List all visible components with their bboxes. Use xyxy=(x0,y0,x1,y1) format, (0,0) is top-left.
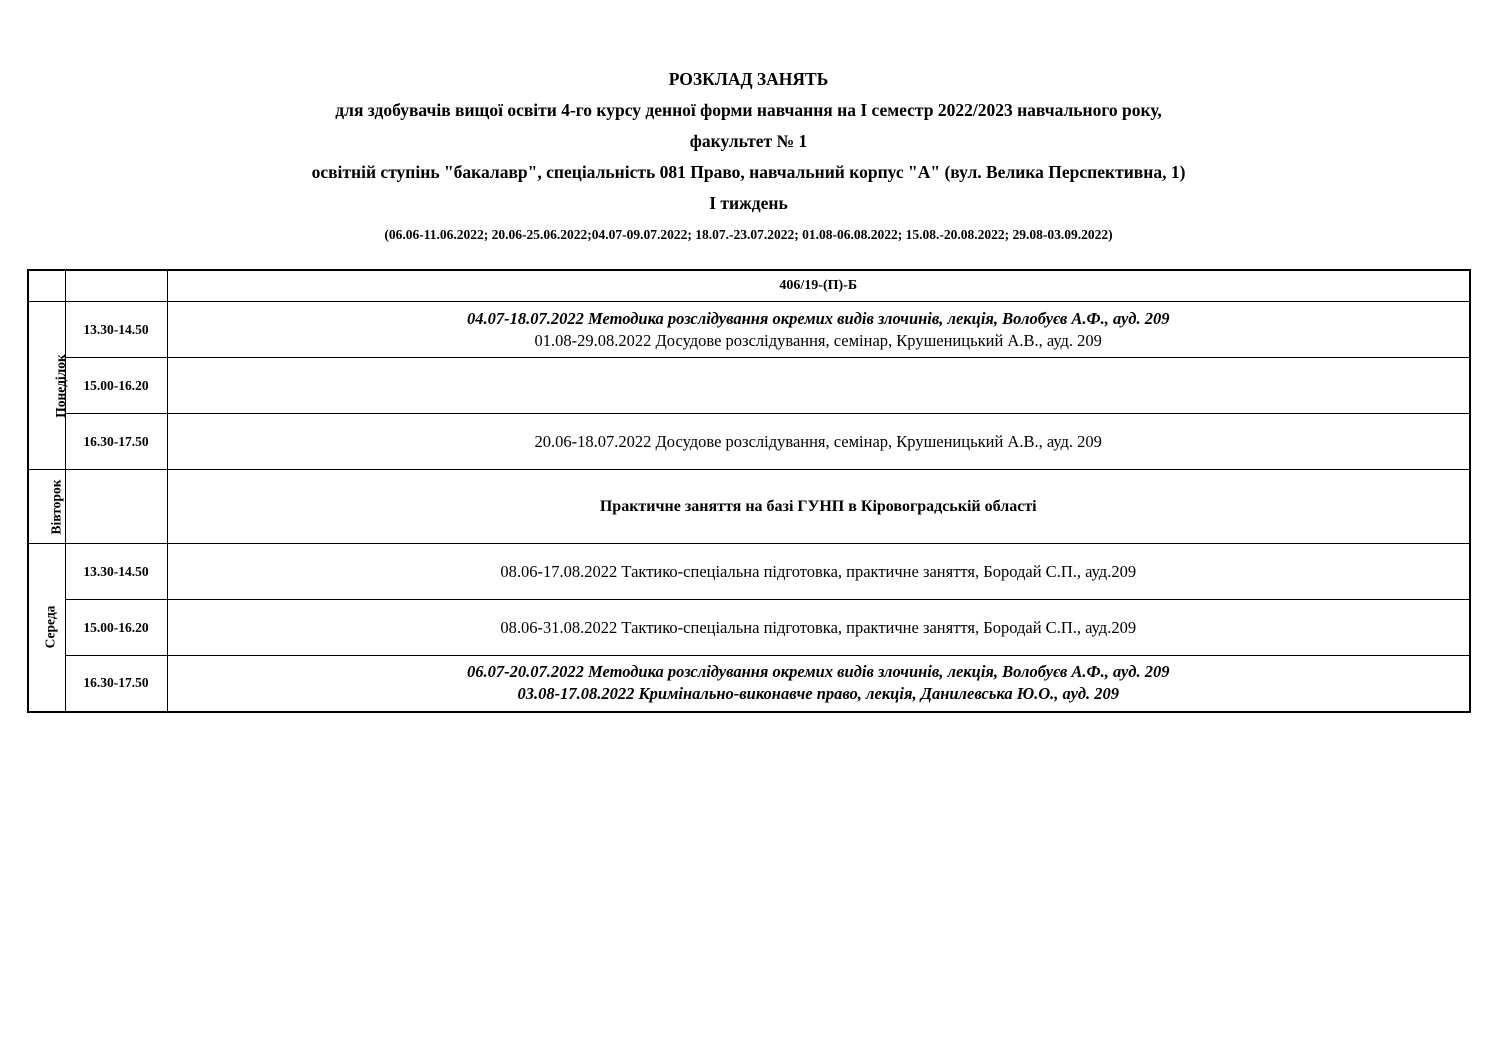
time-slot: 15.00-16.20 xyxy=(65,358,167,414)
week-dates: (06.06-11.06.2022; 20.06-25.06.2022;04.07-09.07.2022; 18.07.-23.07.2022; 01.08-06.08.2022; 15.08.-20.08.2022; 29.08-03.09.2022) xyxy=(384,227,1113,242)
lesson-cell xyxy=(167,656,1470,712)
document-title: РОЗКЛАД ЗАНЯТЬ xyxy=(668,69,829,89)
document-header xyxy=(0,64,1497,245)
table-row xyxy=(28,656,1470,712)
lesson-entry: 04.07-18.07.2022 Методика розслідування окремих видів злочинів, лекція, Волобуєв А.Ф., ауд. 209 xyxy=(467,308,1170,328)
day-tuesday xyxy=(28,470,65,544)
program-line: освітній ступінь "бакалавр", спеціальність 081 Право, навчальний корпус "А" (вул. Велика Перспективна, 1) xyxy=(311,162,1186,182)
table-row xyxy=(28,302,1470,358)
lesson-entry: 03.08-17.08.2022 Кримінально-виконавче право, лекція, Данилевська Ю.О., ауд. 209 xyxy=(517,684,1120,704)
lesson-entry: Практичне заняття на базі ГУНП в Кіровоградській області xyxy=(599,497,1037,515)
lesson-entry: 08.06-17.08.2022 Тактико-спеціальна підготовка, практичне заняття, Бородай С.П., ауд.209 xyxy=(500,561,1137,581)
lesson-cell xyxy=(167,544,1470,600)
day-label: Середа xyxy=(42,605,58,649)
lesson-entry: 20.06-18.07.2022 Досудове розслідування, семінар, Крушеницький А.В., ауд. 209 xyxy=(534,431,1102,451)
day-label: Понеділок xyxy=(52,353,68,418)
lesson-entry: 08.06-31.08.2022 Тактико-спеціальна підготовка, практичне заняття, Бородай С.П., ауд.209 xyxy=(500,617,1137,637)
lesson-entry: 06.07-20.07.2022 Методика розслідування окремих видів злочинів, лекція, Волобуєв А.Ф., ауд. 209 xyxy=(467,662,1170,682)
table-row xyxy=(28,470,1470,544)
lesson-cell xyxy=(167,414,1470,470)
time-slot-empty xyxy=(65,470,167,544)
time-slot: 13.30-14.50 xyxy=(65,302,167,358)
week-line: I тиждень xyxy=(709,193,788,213)
table-row xyxy=(28,600,1470,656)
group-name: 406/19-(П)-Б xyxy=(167,270,1470,302)
table-row xyxy=(28,544,1470,600)
faculty-line: факультет № 1 xyxy=(689,131,808,151)
table-row xyxy=(28,358,1470,414)
group-header-row xyxy=(28,270,1470,302)
empty-header-cell xyxy=(65,270,167,302)
time-slot: 16.30-17.50 xyxy=(65,656,167,712)
schedule-table xyxy=(27,269,1471,713)
lesson-cell xyxy=(167,302,1470,358)
day-label: Вівторок xyxy=(48,479,64,534)
lesson-cell xyxy=(167,470,1470,544)
day-monday xyxy=(28,302,68,470)
time-slot: 15.00-16.20 xyxy=(65,600,167,656)
day-wednesday xyxy=(28,544,65,712)
table-row xyxy=(28,414,1470,470)
lesson-cell xyxy=(167,600,1470,656)
lesson-entry: 01.08-29.08.2022 Досудове розслідування, семінар, Крушеницький А.В., ауд. 209 xyxy=(534,330,1102,350)
empty-header-cell xyxy=(28,270,65,302)
time-slot: 16.30-17.50 xyxy=(65,414,167,470)
lesson-cell xyxy=(167,358,1470,414)
time-slot: 13.30-14.50 xyxy=(65,544,167,600)
document-subtitle: для здобувачів вищої освіти 4-го курсу денної форми навчання на I семестр 2022/2023 навчального року, xyxy=(335,100,1162,120)
